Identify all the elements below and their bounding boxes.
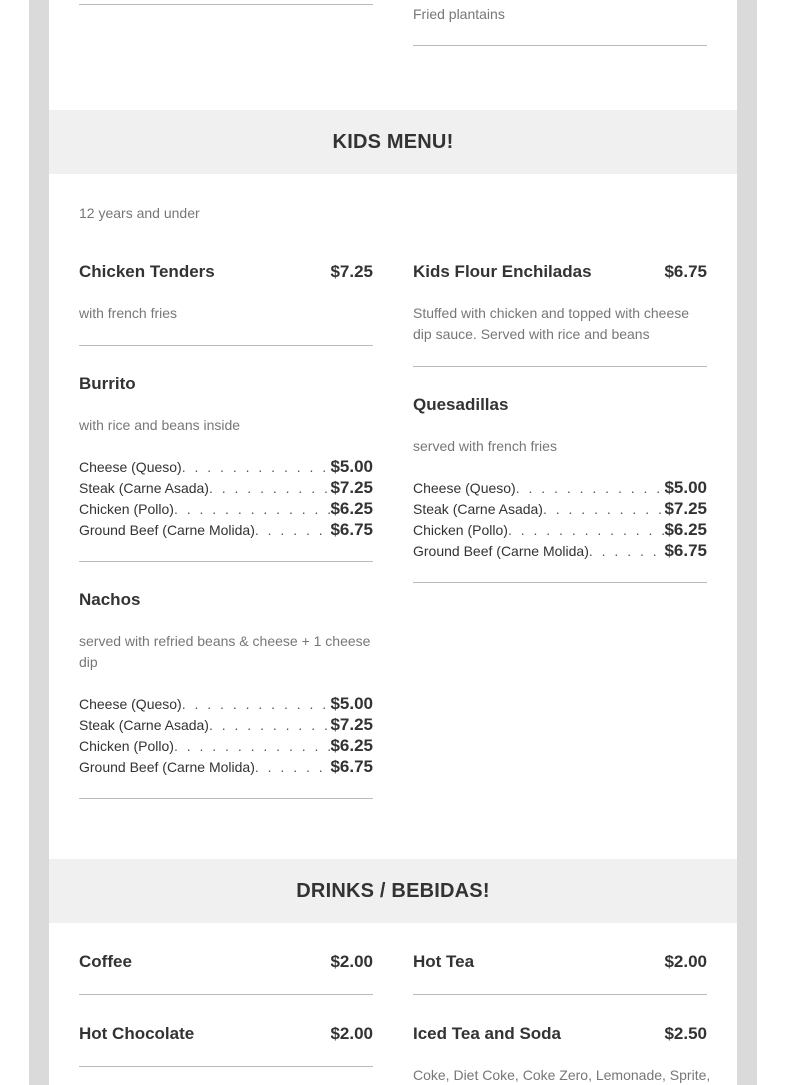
divider [79,1066,373,1067]
item-price: $6.75 [664,262,707,281]
dot-leader [174,736,331,756]
drinks-header [49,859,737,923]
option-label: Steak (Carne Asada) [79,717,209,733]
age-note: 12 years and under [79,205,200,221]
divider [79,561,373,562]
option-list [413,477,707,561]
divider [413,994,707,995]
item-description: Coke, Diet Coke, Coke Zero, Lemonade, Sprite, [413,1067,711,1083]
option-row [413,540,707,561]
dot-leader [508,520,665,540]
item-name: Burrito [79,374,136,393]
option-row [79,498,373,519]
option-label: Chicken (Pollo) [79,738,174,754]
item-name: Chicken Tenders [79,262,215,281]
option-price: $6.25 [664,520,707,539]
item-description: served with refried beans & cheese + 1 cheese dip [79,633,371,670]
option-label: Ground Beef (Carne Molida) [79,522,255,538]
option-row [79,714,373,735]
option-label: Ground Beef (Carne Molida) [79,759,255,775]
option-label: Ground Beef (Carne Molida) [413,543,589,559]
option-price: $7.25 [330,715,373,734]
item-name: Coffee [79,952,132,971]
divider [413,366,707,367]
menu-item-burrito [79,374,373,562]
option-price: $6.75 [664,541,707,560]
option-label: Cheese (Queso) [79,459,182,475]
option-price: $5.00 [664,478,707,497]
item-name: Hot Tea [413,952,475,971]
menu-item-hot-tea [413,952,707,995]
dot-leader [182,457,331,477]
kids-left-column [79,262,373,799]
item-price: $7.25 [330,262,373,281]
option-row [79,693,373,714]
divider [413,45,707,46]
option-label: Chicken (Pollo) [413,522,508,538]
item-name: Quesadillas [413,395,509,414]
option-price: $6.25 [330,736,373,755]
dot-leader [255,757,331,777]
option-row [79,756,373,777]
option-price: $5.00 [330,694,373,713]
item-description: with french fries [79,305,178,321]
divider [79,4,373,5]
menu-panel [49,0,737,1085]
menu-item-hot-chocolate [79,1024,373,1067]
item-description: served with french fries [413,438,557,454]
drinks-right-column [413,952,711,1085]
option-label: Chicken (Pollo) [79,501,174,517]
option-price: $6.25 [330,499,373,518]
item-price: $2.00 [330,1024,373,1043]
menu-item-coffee [79,952,373,995]
option-price: $6.75 [330,757,373,776]
item-description: with rice and beans inside [79,417,241,433]
menu-item-quesadillas [413,395,707,583]
menu-item-chicken-tenders [79,262,373,346]
dot-leader [209,478,330,498]
item-name: Hot Chocolate [79,1024,195,1043]
drinks-left-column [79,952,373,1067]
dot-leader [589,541,665,561]
option-label: Steak (Carne Asada) [413,501,543,517]
option-row [79,456,373,477]
option-row [413,498,707,519]
option-row [79,477,373,498]
dot-leader [209,715,330,735]
option-row [413,519,707,540]
divider [413,582,707,583]
divider [79,994,373,995]
option-list [79,693,373,777]
dot-leader [174,499,331,519]
item-price: $2.50 [664,1024,707,1043]
item-name: Kids Flour Enchiladas [413,262,592,281]
item-price: $2.00 [330,952,373,971]
option-price: $7.25 [664,499,707,518]
dot-leader [255,520,331,540]
option-row [413,477,707,498]
menu-item-iced-tea-and-soda [413,1024,711,1085]
item-description: Fried plantains [413,6,505,22]
option-price: $6.75 [330,520,373,539]
option-price: $7.25 [330,478,373,497]
item-name: Nachos [79,590,141,609]
kids-menu-header [49,110,737,174]
section-title: KIDS MENU! [332,130,454,153]
menu-item-kids-flour-enchiladas [413,262,707,367]
option-row [79,735,373,756]
option-price: $5.00 [330,457,373,476]
item-price: $2.00 [664,952,707,971]
section-title: DRINKS / BEBIDAS! [296,879,490,902]
option-list [79,456,373,540]
divider [79,345,373,346]
dot-leader [516,478,665,498]
menu-item-nachos [79,590,373,799]
option-label: Cheese (Queso) [79,696,182,712]
option-label: Steak (Carne Asada) [79,480,209,496]
kids-right-column [413,262,707,583]
item-name: Iced Tea and Soda [413,1024,562,1043]
option-label: Cheese (Queso) [413,480,516,496]
option-row [79,519,373,540]
dot-leader [543,499,664,519]
item-description: Stuffed with chicken and topped with cheese dip sauce. Served with rice and beans [413,305,690,342]
divider [79,798,373,799]
dot-leader [182,694,331,714]
